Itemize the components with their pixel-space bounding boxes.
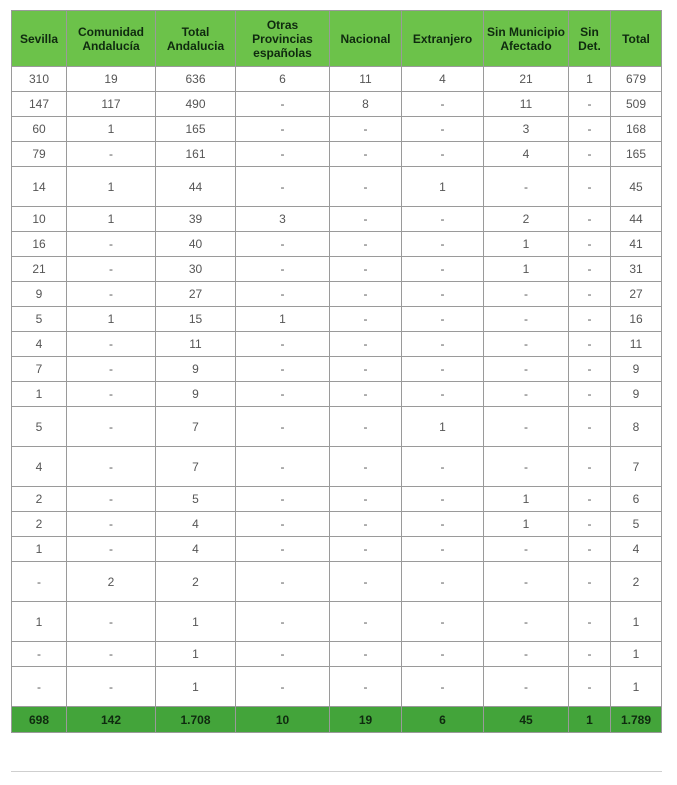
table-cell: 27 [156, 282, 236, 307]
table-cell: 1 [569, 67, 611, 92]
table-cell: 1 [12, 537, 67, 562]
table-cell: 4 [402, 67, 484, 92]
table-cell: - [236, 382, 330, 407]
table-cell: - [236, 92, 330, 117]
table-cell: 7 [156, 447, 236, 487]
table-cell: 117 [67, 92, 156, 117]
table-cell: - [330, 167, 402, 207]
table-cell: 1 [67, 207, 156, 232]
table-cell: - [569, 357, 611, 382]
table-cell: 1 [611, 667, 662, 707]
table-cell: 27 [611, 282, 662, 307]
table-cell: - [236, 512, 330, 537]
table-row [12, 537, 662, 562]
table-cell: - [67, 512, 156, 537]
table-cell: 3 [484, 117, 569, 142]
table-cell: - [402, 487, 484, 512]
table-cell: - [484, 307, 569, 332]
total-cell: 19 [330, 707, 402, 733]
table-cell: - [402, 357, 484, 382]
table-cell: - [402, 562, 484, 602]
table-cell: 19 [67, 67, 156, 92]
table-cell: - [402, 282, 484, 307]
table-cell: - [67, 537, 156, 562]
table-cell: - [236, 562, 330, 602]
table-cell: - [67, 447, 156, 487]
table-cell: - [330, 117, 402, 142]
table-row [12, 602, 662, 642]
table-cell: - [236, 117, 330, 142]
table-cell: 14 [12, 167, 67, 207]
table-cell: - [236, 167, 330, 207]
table-cell: 11 [156, 332, 236, 357]
table-cell: - [402, 257, 484, 282]
table-row [12, 232, 662, 257]
table-row [12, 142, 662, 167]
table-cell: 15 [156, 307, 236, 332]
total-cell: 1.789 [611, 707, 662, 733]
table-cell: 9 [12, 282, 67, 307]
table-cell: - [484, 642, 569, 667]
table-cell: 45 [611, 167, 662, 207]
table-body [12, 67, 662, 707]
table-row [12, 407, 662, 447]
table-cell: 7 [12, 357, 67, 382]
table-cell: - [569, 602, 611, 642]
col-header-otras-provincias: Otras Provincias españolas [236, 11, 330, 67]
col-header-sevilla: Sevilla [12, 11, 67, 67]
table-cell: 7 [611, 447, 662, 487]
table-cell: - [569, 537, 611, 562]
table-cell: - [330, 207, 402, 232]
table-row [12, 512, 662, 537]
table-cell: - [402, 142, 484, 167]
table-row [12, 332, 662, 357]
table-cell: 6 [611, 487, 662, 512]
table-cell: - [12, 562, 67, 602]
table-row [12, 447, 662, 487]
table-cell: - [402, 92, 484, 117]
table-cell: - [569, 562, 611, 602]
table-cell: - [402, 537, 484, 562]
table-cell: 4 [12, 447, 67, 487]
table-cell: - [569, 382, 611, 407]
table-cell: - [236, 667, 330, 707]
table-cell: - [330, 512, 402, 537]
table-cell: - [569, 232, 611, 257]
table-cell: - [67, 332, 156, 357]
table-cell: 5 [12, 307, 67, 332]
totals-row [12, 707, 662, 733]
table-cell: 490 [156, 92, 236, 117]
table-cell: - [402, 642, 484, 667]
table-cell: - [12, 642, 67, 667]
col-header-sin-municipio: Sin Municipio Afectado [484, 11, 569, 67]
table-cell: 161 [156, 142, 236, 167]
table-cell: - [402, 602, 484, 642]
table-row [12, 117, 662, 142]
table-cell: - [484, 357, 569, 382]
table-cell: 165 [611, 142, 662, 167]
table-cell: 2 [12, 512, 67, 537]
table-cell: - [67, 282, 156, 307]
table-cell: - [569, 667, 611, 707]
table-cell: 1 [12, 602, 67, 642]
table-cell: 16 [12, 232, 67, 257]
table-cell: - [569, 117, 611, 142]
table-row [12, 167, 662, 207]
table-cell: - [236, 142, 330, 167]
table-cell: - [484, 667, 569, 707]
table-cell: 8 [330, 92, 402, 117]
table-cell: 1 [402, 407, 484, 447]
table-cell: 9 [156, 357, 236, 382]
table-cell: - [402, 207, 484, 232]
table-cell: 31 [611, 257, 662, 282]
table-cell: - [569, 407, 611, 447]
table-cell: 1 [156, 602, 236, 642]
table-cell: - [67, 667, 156, 707]
table-cell: - [330, 602, 402, 642]
table-cell: - [484, 282, 569, 307]
table-cell: 636 [156, 67, 236, 92]
table-cell: 11 [611, 332, 662, 357]
table-cell: 5 [611, 512, 662, 537]
table-cell: - [402, 667, 484, 707]
table-cell: - [330, 642, 402, 667]
table-row [12, 357, 662, 382]
col-header-nacional: Nacional [330, 11, 402, 67]
col-header-extranjero: Extranjero [402, 11, 484, 67]
table-cell: 1 [484, 487, 569, 512]
table-cell: - [67, 232, 156, 257]
table-cell: 1 [67, 167, 156, 207]
table-cell: - [236, 602, 330, 642]
table-cell: - [402, 117, 484, 142]
total-cell: 1 [569, 707, 611, 733]
table-cell: - [67, 357, 156, 382]
data-table [11, 10, 662, 733]
table-row [12, 67, 662, 92]
table-cell: - [484, 447, 569, 487]
table-cell: - [484, 382, 569, 407]
table-cell: 10 [12, 207, 67, 232]
table-cell: 6 [236, 67, 330, 92]
table-cell: - [236, 407, 330, 447]
table-row [12, 487, 662, 512]
table-cell: 1 [484, 512, 569, 537]
table-cell: - [402, 307, 484, 332]
table-cell: 1 [12, 382, 67, 407]
total-cell: 45 [484, 707, 569, 733]
table-cell: - [330, 307, 402, 332]
col-header-total: Total [611, 11, 662, 67]
table-cell: 11 [484, 92, 569, 117]
table-cell: 2 [484, 207, 569, 232]
table-cell: - [569, 207, 611, 232]
table-cell: 4 [12, 332, 67, 357]
table-cell: - [569, 447, 611, 487]
table-cell: - [330, 282, 402, 307]
col-header-total-andalucia: Total Andalucia [156, 11, 236, 67]
table-cell: 4 [484, 142, 569, 167]
table-cell: - [236, 357, 330, 382]
table-cell: - [402, 447, 484, 487]
table-cell: - [67, 407, 156, 447]
table-cell: 1 [156, 667, 236, 707]
table-cell: - [67, 487, 156, 512]
table-cell: 509 [611, 92, 662, 117]
table-row [12, 667, 662, 707]
table-cell: - [330, 332, 402, 357]
table-cell: - [484, 407, 569, 447]
total-cell: 10 [236, 707, 330, 733]
table-row [12, 92, 662, 117]
table-cell: 3 [236, 207, 330, 232]
table-cell: 40 [156, 232, 236, 257]
table-container [11, 10, 662, 772]
total-cell: 698 [12, 707, 67, 733]
table-cell: 2 [12, 487, 67, 512]
table-cell: 44 [156, 167, 236, 207]
table-row [12, 207, 662, 232]
table-cell: - [236, 257, 330, 282]
table-cell: 21 [12, 257, 67, 282]
col-header-sin-det: Sin Det. [569, 11, 611, 67]
table-cell: - [569, 142, 611, 167]
table-cell: - [402, 512, 484, 537]
table-cell: 30 [156, 257, 236, 282]
table-row [12, 282, 662, 307]
table-cell: - [236, 642, 330, 667]
table-cell: - [330, 407, 402, 447]
table-cell: 4 [156, 512, 236, 537]
table-cell: - [67, 642, 156, 667]
table-cell: - [402, 332, 484, 357]
table-cell: - [569, 487, 611, 512]
table-cell: 7 [156, 407, 236, 447]
table-cell: - [569, 307, 611, 332]
table-cell: - [236, 232, 330, 257]
table-cell: - [330, 357, 402, 382]
table-cell: 79 [12, 142, 67, 167]
table-cell: 9 [611, 382, 662, 407]
table-row [12, 257, 662, 282]
table-cell: 1 [236, 307, 330, 332]
table-cell: 2 [67, 562, 156, 602]
table-cell: - [569, 282, 611, 307]
table-cell: - [330, 142, 402, 167]
table-cell: - [569, 92, 611, 117]
table-cell: 1 [484, 257, 569, 282]
table-cell: 147 [12, 92, 67, 117]
table-cell: 2 [611, 562, 662, 602]
table-cell: - [569, 167, 611, 207]
table-row [12, 642, 662, 667]
table-cell: 41 [611, 232, 662, 257]
table-cell: - [484, 602, 569, 642]
table-cell: - [484, 562, 569, 602]
table-row [12, 382, 662, 407]
table-cell: 1 [156, 642, 236, 667]
col-header-comunidad-andalucia: Comunidad Andalucía [67, 11, 156, 67]
table-cell: - [569, 332, 611, 357]
table-cell: - [569, 257, 611, 282]
table-cell: - [330, 232, 402, 257]
table-cell: - [236, 332, 330, 357]
table-cell: - [67, 382, 156, 407]
table-cell: - [67, 142, 156, 167]
table-cell: - [330, 487, 402, 512]
table-cell: - [330, 257, 402, 282]
table-cell: 9 [156, 382, 236, 407]
table-cell: 11 [330, 67, 402, 92]
table-cell: 1 [484, 232, 569, 257]
total-cell: 1.708 [156, 707, 236, 733]
table-cell: - [484, 537, 569, 562]
total-cell: 6 [402, 707, 484, 733]
table-cell: - [330, 382, 402, 407]
table-cell: 4 [156, 537, 236, 562]
table-cell: 5 [12, 407, 67, 447]
table-cell: - [236, 537, 330, 562]
table-cell: 5 [156, 487, 236, 512]
table-cell: 679 [611, 67, 662, 92]
table-cell: 16 [611, 307, 662, 332]
table-cell: - [12, 667, 67, 707]
table-cell: 2 [156, 562, 236, 602]
table-cell: 4 [611, 537, 662, 562]
table-cell: - [330, 667, 402, 707]
table-cell: 1 [611, 642, 662, 667]
table-cell: - [402, 382, 484, 407]
table-cell: 8 [611, 407, 662, 447]
table-cell: 310 [12, 67, 67, 92]
table-cell: - [484, 167, 569, 207]
table-cell: 165 [156, 117, 236, 142]
table-cell: 1 [67, 307, 156, 332]
table-cell: 168 [611, 117, 662, 142]
table-cell: - [236, 487, 330, 512]
table-cell: 1 [67, 117, 156, 142]
table-cell: - [330, 562, 402, 602]
table-cell: - [330, 537, 402, 562]
table-cell: - [484, 332, 569, 357]
table-cell: 39 [156, 207, 236, 232]
table-cell: 60 [12, 117, 67, 142]
table-cell: 1 [402, 167, 484, 207]
table-row [12, 307, 662, 332]
table-cell: 21 [484, 67, 569, 92]
table-cell: 1 [611, 602, 662, 642]
table-cell: - [330, 447, 402, 487]
table-cell: - [236, 447, 330, 487]
table-cell: - [569, 512, 611, 537]
table-row [12, 562, 662, 602]
table-cell: - [67, 602, 156, 642]
table-cell: - [67, 257, 156, 282]
table-cell: - [402, 232, 484, 257]
total-cell: 142 [67, 707, 156, 733]
table-cell: 44 [611, 207, 662, 232]
table-cell: - [236, 282, 330, 307]
table-cell: 9 [611, 357, 662, 382]
header-row [12, 11, 662, 67]
table-cell: - [569, 642, 611, 667]
